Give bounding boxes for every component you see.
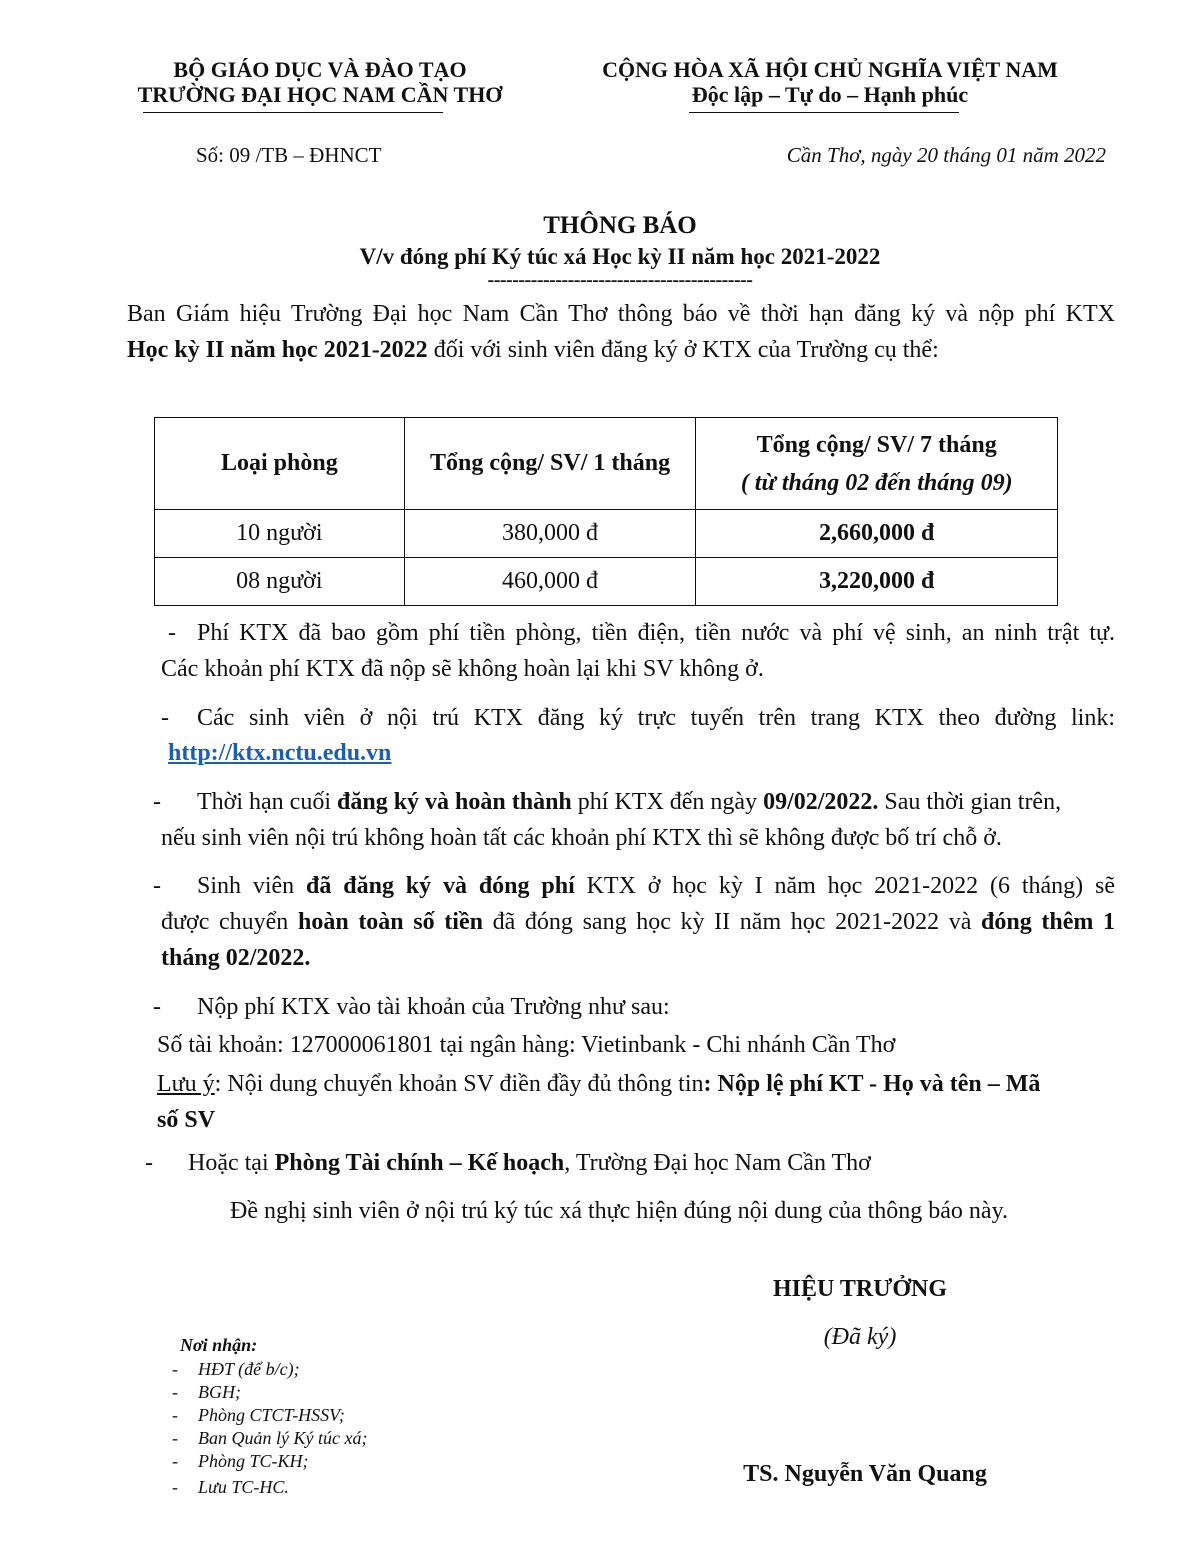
bullet-dash: - xyxy=(161,705,169,731)
recipient-item: - Phòng CTCT-HSSV; xyxy=(172,1405,345,1425)
bullet-3-text-b: phí KTX đến ngày xyxy=(571,789,764,815)
bullet-4-bold-c: đóng thêm 1 xyxy=(981,909,1116,935)
finance-office: Phòng Tài chính – Kế hoạch xyxy=(274,1150,565,1176)
recipient-item: - Lưu TC-HC. xyxy=(172,1477,289,1497)
bullet-dash: - xyxy=(168,620,176,646)
national-motto: Độc lập – Tự do – Hạnh phúc xyxy=(691,82,969,107)
bullet-4-line-1 xyxy=(197,868,1115,904)
bullet-3-bold-a: đăng ký và hoàn thành xyxy=(337,789,572,815)
university-name: TRƯỜNG ĐẠI HỌC NAM CẦN THƠ xyxy=(137,82,503,107)
recipient-item: - Ban Quản lý Ký túc xá; xyxy=(172,1428,368,1448)
bullet-dash: - xyxy=(153,873,161,899)
monthly-fee-cell: 380,000 đ xyxy=(404,510,696,558)
recipient-text: HĐT (để b/c); xyxy=(198,1359,300,1379)
header-period: ( từ tháng 02 đến tháng 09) xyxy=(740,469,1013,496)
signature-title: HIỆU TRƯỞNG xyxy=(772,1276,948,1302)
document-number: Số: 09 /TB – ĐHNCT xyxy=(196,143,382,167)
note-label: Lưu ý xyxy=(157,1071,215,1097)
bullet-4-text-d: đã đóng sang học kỳ II năm học 2021-2022 và xyxy=(482,909,982,935)
recipient-text: BGH; xyxy=(198,1382,241,1402)
recipient-item: - Phòng TC-KH; xyxy=(172,1451,309,1471)
recipients-label: Nơi nhận: xyxy=(180,1335,258,1355)
header-seven-months xyxy=(696,418,1058,510)
intro-line-1: Ban Giám hiệu Trường Đại học Nam Cần Thơ thông báo về thời hạn đăng ký và nộp phí KTX xyxy=(127,301,1115,327)
bullet-4-line-3: tháng 02/2022. xyxy=(161,945,311,971)
semester-label: Học kỳ II năm học 2021-2022 xyxy=(127,337,428,363)
header-right-rule xyxy=(689,112,959,113)
bank-account: Số tài khoản: 127000061801 tại ngân hàng: Vietinbank - Chi nhánh Cần Thơ xyxy=(157,1032,896,1058)
header-left-rule xyxy=(143,112,443,113)
signer-name: TS. Nguyễn Văn Quang xyxy=(743,1461,987,1487)
recipient-text: Lưu TC-HC. xyxy=(198,1477,289,1497)
fee-table xyxy=(154,417,1058,606)
deadline-date: 09/02/2022. xyxy=(763,789,879,815)
transfer-note-line-1 xyxy=(157,1066,1115,1102)
table-header-row xyxy=(155,418,1058,510)
bullet-5-text: Nộp phí KTX vào tài khoản của Trường như sau: xyxy=(197,994,670,1020)
total-fee-cell: 2,660,000 đ xyxy=(696,510,1058,558)
bullet-1-line-2: Các khoản phí KTX đã nộp sẽ không hoàn lại khi SV không ở. xyxy=(161,656,764,682)
transfer-note-line-2: số SV xyxy=(157,1107,216,1133)
republic-name: CỘNG HÒA XÃ HỘI CHỦ NGHĨA VIỆT NAM xyxy=(602,57,1058,82)
document-subject: V/v đóng phí Ký túc xá Học kỳ II năm học 2021-2022 xyxy=(359,244,881,269)
note-text: : Nội dung chuyển khoản SV điền đầy đủ thông tin xyxy=(214,1071,704,1097)
intro-line-2 xyxy=(127,332,939,368)
header-seven-months-label: Tổng cộng/ SV/ 7 tháng xyxy=(756,431,997,458)
intro-line-2-rest: đối với sinh viên đăng ký ở KTX của Trường cụ thể: xyxy=(427,337,939,363)
recipient-item: - HĐT (để b/c); xyxy=(172,1359,300,1379)
monthly-fee-cell: 460,000 đ xyxy=(404,558,696,606)
ministry-name: BỘ GIÁO DỤC VÀ ĐÀO TẠO xyxy=(173,57,467,82)
recipient-text: Phòng CTCT-HSSV; xyxy=(198,1405,345,1425)
bullet-4-line-2 xyxy=(161,904,1115,940)
bullet-3-line-1 xyxy=(197,784,1115,820)
header-room-type: Loại phòng xyxy=(155,418,405,510)
room-type-cell: 08 người xyxy=(155,558,405,606)
recipients-list xyxy=(172,1358,367,1499)
bullet-6-text-a: Hoặc tại xyxy=(188,1150,275,1176)
bullet-dash: - xyxy=(153,789,161,815)
bullet-2-line-1: Các sinh viên ở nội trú KTX đăng ký trực tuyến trên trang KTX theo đường link: xyxy=(197,705,1115,731)
bullet-4-text-b: KTX ở học kỳ I năm học 2021-2022 (6 tháng) sẽ xyxy=(574,873,1116,899)
bullet-4-text-c: được chuyển xyxy=(161,909,298,935)
room-type-cell: 10 người xyxy=(155,510,405,558)
ktx-registration-link-wrap xyxy=(168,735,391,771)
recipient-text: Ban Quản lý Ký túc xá; xyxy=(198,1428,368,1448)
recipient-item: - BGH; xyxy=(172,1382,241,1402)
bullet-4-bold-b: hoàn toàn số tiền xyxy=(297,909,483,935)
table-row xyxy=(155,558,1058,606)
bullet-6-text xyxy=(188,1145,871,1181)
bullet-dash: - xyxy=(145,1150,153,1176)
signature-status: (Đã ký) xyxy=(823,1324,897,1350)
table-row xyxy=(155,510,1058,558)
page-title: THÔNG BÁO xyxy=(543,212,697,239)
header-monthly: Tổng cộng/ SV/ 1 tháng xyxy=(404,418,696,510)
note-content-format: : Nộp lệ phí KT - Họ và tên – Mã xyxy=(703,1071,1041,1097)
closing-request: Đề nghị sinh viên ở nội trú ký túc xá thực hiện đúng nội dung của thông báo này. xyxy=(230,1198,1009,1224)
bullet-4-bold-a: đã đăng ký và đóng phí xyxy=(306,873,575,899)
recipient-text: Phòng TC-KH; xyxy=(198,1451,309,1471)
bullet-3-line-2: nếu sinh viên nội trú không hoàn tất các khoản phí KTX thì sẽ không được bố trí chỗ ở. xyxy=(161,825,1002,851)
bullet-dash: - xyxy=(153,994,161,1020)
total-fee-cell: 3,220,000 đ xyxy=(696,558,1058,606)
bullet-1-line-1: Phí KTX đã bao gồm phí tiền phòng, tiền điện, tiền nước và phí vệ sinh, an ninh trật tự. xyxy=(197,620,1115,646)
bullet-6-text-b: , Trường Đại học Nam Cần Thơ xyxy=(564,1150,871,1176)
ktx-registration-link[interactable]: http://ktx.nctu.edu.vn xyxy=(168,740,392,766)
title-divider: ------------------------------------------- xyxy=(487,269,753,291)
bullet-3-text-a: Thời hạn cuối xyxy=(197,789,337,815)
bullet-3-text-c: Sau thời gian trên, xyxy=(878,789,1062,815)
bullet-4-text-a: Sinh viên xyxy=(197,873,307,899)
place-and-date: Cần Thơ, ngày 20 tháng 01 năm 2022 xyxy=(786,143,1106,167)
